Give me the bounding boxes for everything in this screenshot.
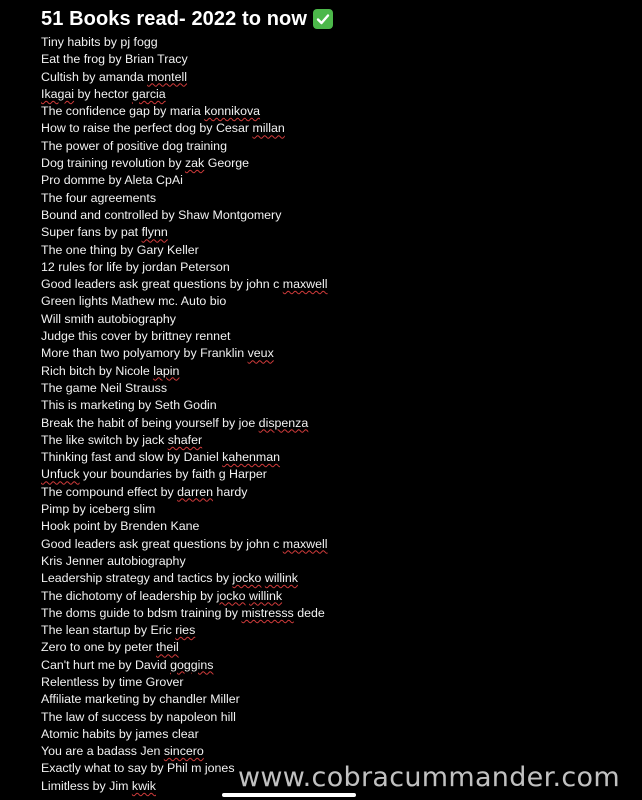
book-text: 12 rules for life by jordan Peterson xyxy=(41,259,230,274)
book-text: Good leaders ask great questions by john c xyxy=(41,277,283,292)
misspelled-word: theil xyxy=(156,640,179,655)
book-text: The power of positive dog training xyxy=(41,138,227,153)
book-list-item[interactable] xyxy=(41,259,328,276)
book-list-item[interactable] xyxy=(41,588,328,605)
book-list-item[interactable] xyxy=(41,536,328,553)
book-text: Super fans by pat xyxy=(41,225,142,240)
book-text: by hector xyxy=(74,86,132,101)
book-text: Relentless by time Grover xyxy=(41,674,184,689)
book-list-item[interactable] xyxy=(41,328,328,345)
note-title-row xyxy=(41,6,333,32)
book-text: Pro domme by Aleta CpAi xyxy=(41,173,183,188)
misspelled-word: sincero xyxy=(163,744,204,759)
book-list-item[interactable] xyxy=(41,138,328,155)
misspelled-word: darren xyxy=(177,484,213,499)
book-text: More than two polyamory by Franklin xyxy=(41,346,248,361)
book-text: Tiny habits by pj fogg xyxy=(41,35,158,49)
book-list-item[interactable] xyxy=(41,242,328,259)
book-list-item[interactable] xyxy=(41,293,328,310)
book-text: Pimp by iceberg slim xyxy=(41,502,156,517)
misspelled-word: willink xyxy=(264,571,298,586)
misspelled-word: jocko xyxy=(232,571,262,586)
book-list-item[interactable] xyxy=(41,484,328,501)
book-list-item[interactable] xyxy=(41,207,328,224)
book-text: Bound and controlled by Shaw Montgomery xyxy=(41,207,282,222)
misspelled-word: flynn xyxy=(141,225,168,240)
book-text: The four agreements xyxy=(41,190,157,205)
book-text: Thinking fast and slow by Daniel xyxy=(41,450,223,465)
book-text: your boundaries by faith g Harper xyxy=(79,467,267,482)
book-list-item[interactable] xyxy=(41,674,328,691)
book-text: The confidence gap by maria xyxy=(41,104,205,119)
watermark: www.cobracummander.com xyxy=(238,762,620,793)
book-text: George xyxy=(204,156,250,171)
misspelled-word: veux xyxy=(247,346,274,361)
book-list-item[interactable] xyxy=(41,726,328,743)
book-list-item[interactable] xyxy=(41,518,328,535)
book-list-item[interactable] xyxy=(41,34,328,51)
book-text: Green lights Mathew mc. Auto bio xyxy=(41,294,227,309)
misspelled-word: mistresss xyxy=(241,605,294,620)
check-mark-button-icon xyxy=(313,9,333,29)
book-list-item[interactable] xyxy=(41,657,328,674)
book-list-item[interactable] xyxy=(41,709,328,726)
book-list-item[interactable] xyxy=(41,172,328,189)
book-text: The doms guide to bdsm training by xyxy=(41,605,242,620)
book-text: Can't hurt me by David xyxy=(41,657,171,672)
book-list-item[interactable] xyxy=(41,120,328,137)
book-text: Affiliate marketing by chandler Miller xyxy=(41,692,240,707)
book-text: Will smith autobiography xyxy=(41,311,176,326)
book-text: Kris Jenner autobiography xyxy=(41,553,186,568)
book-text: The game Neil Strauss xyxy=(41,380,168,395)
book-text: This is marketing by Seth Godin xyxy=(41,398,217,413)
misspelled-word: kahenman xyxy=(222,450,281,465)
book-text: Rich bitch by Nicole xyxy=(41,363,154,378)
misspelled-word: maxwell xyxy=(282,536,328,551)
misspelled-word: Unfuck xyxy=(41,467,80,482)
book-text: hardy xyxy=(212,484,248,499)
book-text: Atomic habits by james clear xyxy=(41,726,199,741)
misspelled-word: kwik xyxy=(131,778,156,793)
misspelled-word: montell xyxy=(147,69,188,84)
book-text: Good leaders ask great questions by john c xyxy=(41,536,283,551)
note-title: 51 Books read- 2022 to now xyxy=(41,7,308,30)
book-list-item[interactable] xyxy=(41,276,328,293)
book-text: The lean startup by Eric xyxy=(41,623,176,638)
book-text: Leadership strategy and tactics by xyxy=(41,571,233,586)
misspelled-word: goggins xyxy=(170,657,214,672)
book-text: Dog training revolution by xyxy=(41,156,185,171)
misspelled-word: jocko xyxy=(216,588,246,603)
book-text: The dichotomy of leadership by xyxy=(41,588,217,603)
book-list-item[interactable] xyxy=(41,553,328,570)
book-list-item[interactable] xyxy=(41,639,328,656)
misspelled-word: millan xyxy=(252,121,285,136)
book-list-item[interactable] xyxy=(41,501,328,518)
book-text: You are a badass Jen xyxy=(41,744,164,759)
book-list-item[interactable] xyxy=(41,103,328,120)
book-list-item[interactable] xyxy=(41,86,328,103)
book-list-item[interactable] xyxy=(41,380,328,397)
book-list-item[interactable] xyxy=(41,224,328,241)
misspelled-word: dispenza xyxy=(258,415,309,430)
misspelled-word: lapin xyxy=(153,363,180,378)
book-text: Break the habit of being yourself by joe xyxy=(41,415,259,430)
book-list-item[interactable] xyxy=(41,466,328,483)
book-list-item[interactable] xyxy=(41,605,328,622)
book-text: Eat the frog by Brian Tracy xyxy=(41,52,188,67)
book-text: Judge this cover by brittney rennet xyxy=(41,329,231,344)
book-text: The law of success by napoleon hill xyxy=(41,709,236,724)
book-list-item[interactable] xyxy=(41,69,328,86)
book-list-item[interactable] xyxy=(41,51,328,68)
misspelled-word: konnikova xyxy=(204,104,261,119)
misspelled-word: shafer xyxy=(167,432,203,447)
book-text: The like switch by jack xyxy=(41,432,168,447)
misspelled-word: maxwell xyxy=(282,277,328,292)
misspelled-word: willink xyxy=(249,588,283,603)
book-list-item[interactable] xyxy=(41,345,328,362)
misspelled-word: Ikagai xyxy=(41,86,75,101)
book-list-item[interactable] xyxy=(41,415,328,432)
book-list-item[interactable] xyxy=(41,311,328,328)
book-text: The one thing by Gary Keller xyxy=(41,242,199,257)
book-list-item[interactable] xyxy=(41,622,328,639)
misspelled-word: ries xyxy=(175,623,196,638)
book-text: dede xyxy=(293,605,325,620)
book-text: Hook point by Brenden Kane xyxy=(41,519,200,534)
book-text: Zero to one by peter xyxy=(41,640,157,655)
book-text: How to raise the perfect dog by Cesar xyxy=(41,121,253,136)
book-list-item[interactable] xyxy=(41,743,328,760)
book-list-item[interactable] xyxy=(41,432,328,449)
book-list-item[interactable] xyxy=(41,155,328,172)
book-list-item[interactable] xyxy=(41,397,328,414)
book-text: Exactly what to say by Phil m jones xyxy=(41,761,235,776)
misspelled-word: garcia xyxy=(131,86,166,101)
book-list-item[interactable] xyxy=(41,691,328,708)
book-list[interactable] xyxy=(41,34,328,795)
misspelled-word: zak xyxy=(184,156,205,171)
book-list-item[interactable] xyxy=(41,363,328,380)
book-list-item[interactable] xyxy=(41,570,328,587)
book-text: Cultish by amanda xyxy=(41,69,148,84)
book-text: Limitless by Jim xyxy=(41,778,132,793)
book-list-item[interactable] xyxy=(41,449,328,466)
book-list-item[interactable] xyxy=(41,190,328,207)
book-text: The compound effect by xyxy=(41,484,178,499)
home-indicator[interactable] xyxy=(222,793,356,797)
